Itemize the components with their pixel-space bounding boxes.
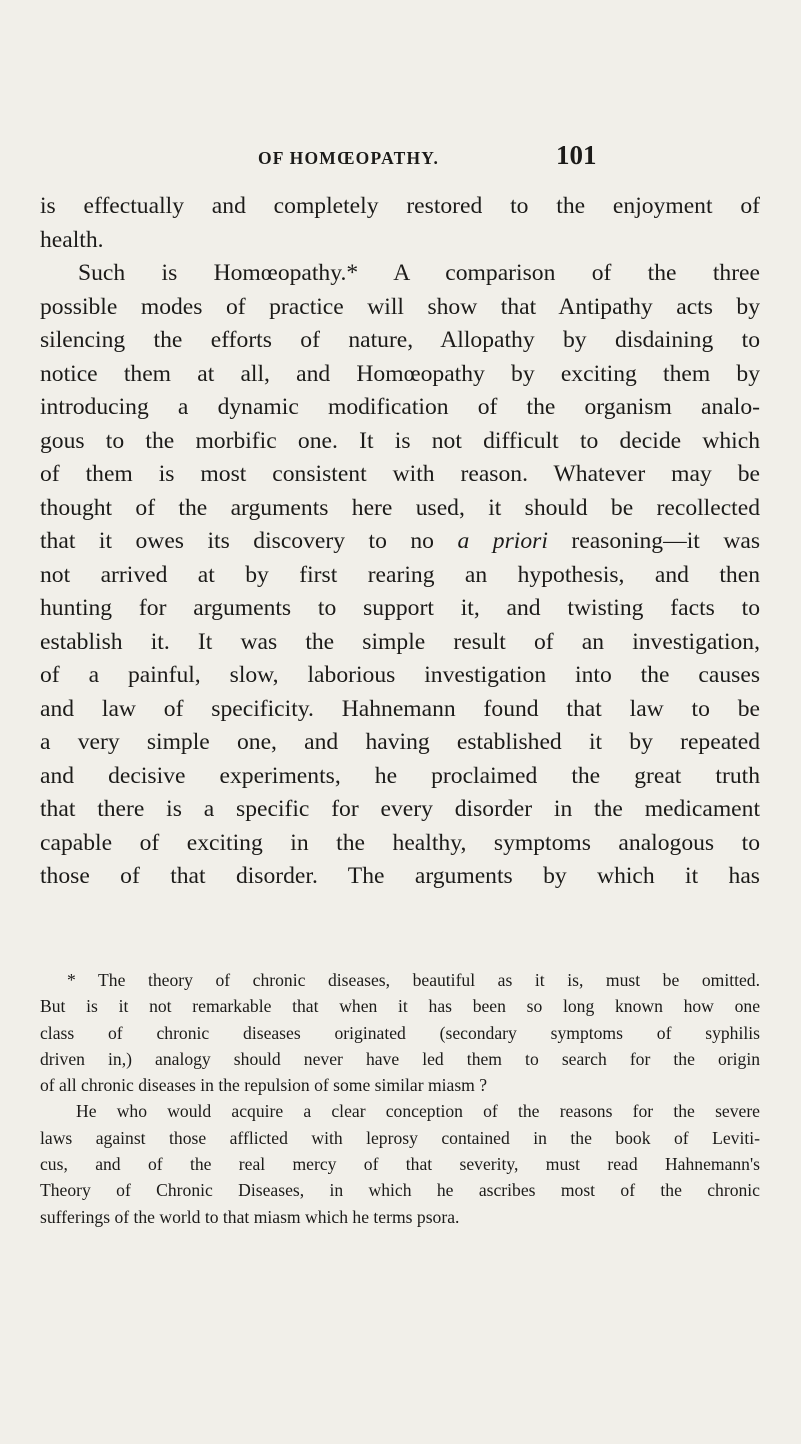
text-line: and decisive experiments, he proclaimed the great truth bbox=[40, 762, 760, 789]
text-segment: reasoning—it was bbox=[547, 528, 761, 554]
footnote-line: He who would acquire a clear conception of the reasons for the severe bbox=[76, 1101, 760, 1122]
page-header bbox=[258, 140, 658, 180]
text-line: capable of exciting in the healthy, symptoms analogous to bbox=[40, 829, 760, 856]
text-line: and law of specificity. Hahnemann found that law to be bbox=[40, 695, 760, 722]
main-text bbox=[40, 190, 760, 894]
text-line: of a painful, slow, laborious investigation into the causes bbox=[40, 662, 760, 688]
footnote-line: * The theory of chronic diseases, beautiful as it is, must be omitted. bbox=[67, 970, 760, 990]
text-line: introducing a dynamic modification of the organism analo- bbox=[40, 394, 760, 420]
text-line: those of that disorder. The arguments by which it has bbox=[40, 863, 760, 889]
text-line: establish it. It was the simple result of an investigation, bbox=[40, 628, 760, 655]
text-line: hunting for arguments to support it, and twisting facts to bbox=[40, 595, 760, 621]
page-number: 101 bbox=[556, 140, 597, 170]
text-line: possible modes of practice will show that Antipathy acts by bbox=[40, 293, 760, 320]
text-line: Such is Homœopathy.* A comparison of the three bbox=[78, 260, 760, 286]
text-line: silencing the efforts of nature, Allopathy by disdaining to bbox=[40, 327, 760, 353]
text-line: not arrived at by first rearing an hypothesis, and then bbox=[40, 561, 760, 588]
footnote-line: laws against those afflicted with leprosy contained in the book of Leviti- bbox=[40, 1127, 760, 1148]
footnote-line: driven in,) analogy should never have led them to search for the origin bbox=[40, 1048, 760, 1069]
footnote-line: cus, and of the real mercy of that severity, must read Hahnemann's bbox=[40, 1154, 760, 1175]
running-head: OF HOMŒOPATHY. bbox=[258, 148, 440, 168]
footnote bbox=[40, 967, 760, 1230]
footnote-line: of all chronic diseases in the repulsion of some similar miasm ? bbox=[40, 1075, 488, 1096]
text-line: is effectually and completely restored to the enjoyment of bbox=[40, 193, 760, 219]
footnote-line: But is it not remarkable that when it has been so long known how one bbox=[40, 996, 760, 1017]
text-line: notice them at all, and Homœopathy by exciting them by bbox=[40, 360, 760, 387]
text-segment: that it owes its discovery to no bbox=[40, 528, 458, 554]
text-line: that there is a specific for every disorder in the medicament bbox=[40, 796, 760, 822]
text-line: a very simple one, and having established it by repeated bbox=[40, 729, 760, 755]
text-line: health. bbox=[40, 226, 104, 253]
footnote-line: sufferings of the world to that miasm which he terms psora. bbox=[40, 1206, 460, 1227]
text-line bbox=[40, 525, 760, 559]
text-line: of them is most consistent with reason. Whatever may be bbox=[40, 461, 760, 487]
text-line: thought of the arguments here used, it should be recollected bbox=[40, 494, 760, 521]
footnote-line: Theory of Chronic Diseases, in which he ascribes most of the chronic bbox=[40, 1180, 760, 1201]
footnote-line: class of chronic diseases originated (secondary symptoms of syphilis bbox=[40, 1022, 760, 1043]
italic-phrase: a priori bbox=[457, 528, 548, 554]
text-line: gous to the morbific one. It is not difficult to decide which bbox=[40, 427, 760, 454]
